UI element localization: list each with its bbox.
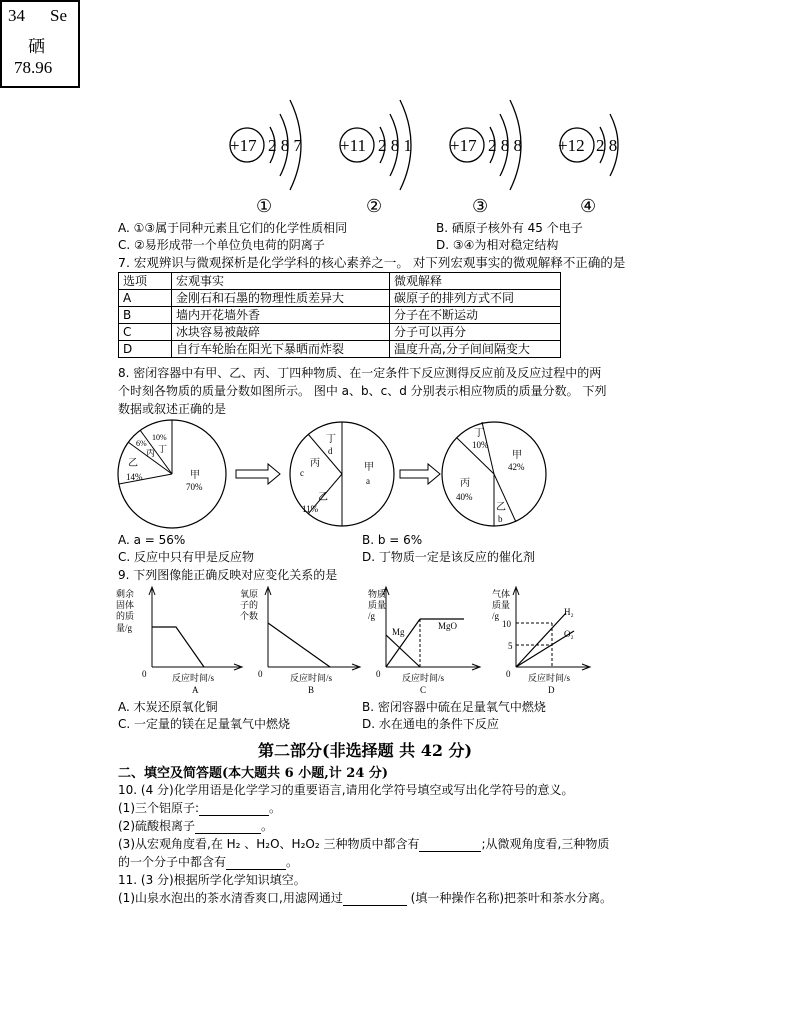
- element-symbol: Se: [50, 6, 67, 25]
- atom-1-nucleus: +17: [230, 136, 257, 155]
- table-row: [119, 324, 561, 341]
- q9-stem: 9. 下列图像能正确反映对应变化关系的是: [118, 568, 338, 582]
- q7-stem: 7. 宏观辨识与微观探析是化学学科的核心素养之一。 对下列宏观事实的微观解释不正确的是: [118, 255, 626, 270]
- graph-d-o2-label: O₂: [564, 629, 574, 639]
- graph-d-xlabel: 反应时间/s: [528, 673, 571, 683]
- q10-part1: [118, 800, 281, 816]
- q9-option-c: C. 一定量的镁在足量氧气中燃烧: [118, 717, 291, 731]
- graph-c-mg-label: Mg: [392, 627, 405, 637]
- atom-4-label: ④: [580, 196, 597, 216]
- atom-4-nucleus: +12: [558, 136, 585, 155]
- graph-c-mgo-label: MgO: [438, 621, 458, 631]
- table-row: [119, 307, 561, 324]
- pie2-jia-value: a: [366, 476, 370, 486]
- table-row: [119, 290, 561, 307]
- graph-c-xlabel: 反应时间/s: [402, 673, 445, 683]
- graph-a-origin: 0: [142, 669, 147, 679]
- table-cell: 冰块容易被敲碎: [172, 324, 390, 341]
- graph-d: [492, 587, 590, 695]
- graph-b-ylabel-2: 子的: [240, 600, 259, 610]
- graph-a-xlabel: 反应时间/s: [172, 673, 215, 683]
- pie1-ding-label: 丁: [158, 444, 168, 454]
- q8-option-a: A. a = 56%: [118, 533, 186, 547]
- atom-3-nucleus: +17: [450, 136, 477, 155]
- table-header: 选项: [119, 273, 172, 290]
- q10-part3-end: 。: [286, 855, 299, 869]
- graph-c-ylabel-1: 物质: [368, 589, 387, 599]
- part2-title: 第二部分(非选择题 共 42 分): [258, 741, 473, 760]
- table-row: [119, 341, 561, 358]
- table-header: 微观解释: [390, 273, 561, 290]
- q6-option-d: D. ③④为相对稳定结构: [436, 238, 559, 252]
- pie1-jia-label: 甲: [190, 470, 200, 481]
- pie1-yi-label: 乙: [128, 458, 138, 469]
- pie2-yi-label: 乙: [318, 492, 328, 503]
- pie3-yi-label: 乙: [496, 502, 506, 513]
- table-cell: B: [119, 307, 172, 324]
- q10-part1-end: 。: [269, 801, 282, 815]
- pie3-ding-value: 10%: [472, 440, 489, 450]
- table-header-row: [119, 273, 561, 290]
- q11-part1-text-a: (1)山泉水泡出的茶水清香爽口,用滤网通过: [118, 891, 343, 905]
- q10-part2: [118, 818, 273, 834]
- graph-d-origin: 0: [506, 669, 511, 679]
- graph-a-ylabel-4: 量/g: [116, 623, 133, 633]
- atom-1-shells: 2 8 7: [268, 136, 302, 155]
- pie2-yi-value: 11%: [302, 504, 319, 514]
- q10-stem: 10. (4 分)化学用语是化学学习的重要语言,请用化学符号填空或写出化学符号的意义。: [118, 783, 574, 797]
- atom-3-shells: 2 8 8: [488, 136, 522, 155]
- graph-d-ylabel-1: 气体: [492, 589, 511, 599]
- q10-part3-text-a: (3)从宏观角度看,在 H₂ 、H₂O、H₂O₂ 三种物质中都含有: [118, 837, 420, 851]
- q10-part1-text: (1)三个铝原子:: [118, 801, 200, 815]
- table-cell: 碳原子的排列方式不同: [390, 290, 561, 307]
- graph-a-ylabel-2: 固体: [116, 600, 135, 610]
- table-cell: C: [119, 324, 172, 341]
- graph-b-letter: B: [308, 685, 315, 695]
- q11-part1: [118, 890, 612, 906]
- table-header: 宏观事实: [172, 273, 390, 290]
- q9-graphs: [112, 585, 592, 697]
- q8-pie-diagrams: [112, 418, 552, 530]
- pie2-jia-label: 甲: [364, 462, 374, 473]
- graph-d-ylabel-2: 质量: [492, 600, 511, 610]
- table-cell: 金刚石和石墨的物理性质差异大: [172, 290, 390, 307]
- atom-2-shells: 2 8 1: [378, 136, 412, 155]
- graph-b: [240, 587, 360, 695]
- q8-option-d: D. 丁物质一定是该反应的催化剂: [362, 550, 535, 564]
- table-cell: 分子在不断运动: [390, 307, 561, 324]
- table-cell: 分子可以再分: [390, 324, 561, 341]
- graph-a: [116, 587, 242, 695]
- table-cell: D: [119, 341, 172, 358]
- graph-b-ylabel-1: 氧原: [240, 589, 259, 599]
- pie3-yi-value: b: [498, 514, 503, 524]
- atom-2-label: ②: [366, 196, 383, 216]
- graph-d-letter: D: [548, 685, 555, 695]
- pie2-bing-label: 丙: [310, 458, 320, 469]
- graph-d-tick-10: 10: [502, 619, 511, 629]
- table-cell: 温度升高,分子间间隔变大: [390, 341, 561, 358]
- pie2-bing-value: c: [300, 468, 304, 478]
- element-name: 硒: [28, 37, 45, 56]
- atomic-mass: 78.96: [14, 58, 53, 77]
- pie1-bing-label: 丙: [146, 448, 156, 458]
- pie3-bing-value: 40%: [456, 492, 473, 502]
- q8-option-b: B. b = 6%: [362, 533, 423, 547]
- atom-4-shells: 2 8: [596, 136, 618, 155]
- q8-option-c: C. 反应中只有甲是反应物: [118, 550, 255, 564]
- graph-b-ylabel-3: 个数: [240, 611, 259, 621]
- atom-structure-diagrams: [222, 92, 642, 222]
- q6-option-a: A. ①③属于同种元素且它们的化学性质相同: [118, 221, 348, 235]
- q9-option-a: A. 木炭还原氧化铜: [118, 700, 218, 714]
- arrow-1: [236, 464, 280, 484]
- q10-part3: [118, 836, 609, 852]
- graph-d-tick-5: 5: [508, 641, 513, 651]
- pie2-ding-label: 丁: [326, 434, 336, 445]
- selenium-element-box: [0, 0, 80, 88]
- table-cell: A: [119, 290, 172, 307]
- atom-1-label: ①: [256, 196, 273, 216]
- q10-part1-blank[interactable]: [199, 803, 269, 816]
- atom-3-label: ③: [472, 196, 489, 216]
- q9-option-d: D. 水在通电的条件下反应: [362, 717, 499, 731]
- pie3-jia-value: 42%: [508, 462, 525, 472]
- table-cell: 自行车轮胎在阳光下暴晒而炸裂: [172, 341, 390, 358]
- q10-part2-text: (2)硫酸根离子: [118, 819, 195, 833]
- q10-part3-cont: [118, 854, 298, 870]
- atomic-number: 34: [8, 6, 25, 25]
- graph-b-xlabel: 反应时间/s: [290, 673, 333, 683]
- q10-part3-blank-2[interactable]: [226, 857, 286, 870]
- arrow-2: [400, 464, 440, 484]
- q9-option-b: B. 密闭容器中硫在足量氧气中燃烧: [362, 700, 546, 714]
- pie3-ding-label: 丁: [474, 428, 484, 439]
- pie3-jia-label: 甲: [512, 450, 522, 461]
- q6-option-c: C. ②易形成带一个单位负电荷的阴离子: [118, 238, 325, 252]
- graph-d-h2-label: H₂: [564, 607, 574, 617]
- graph-c: [368, 587, 480, 695]
- graph-a-letter: A: [192, 685, 199, 695]
- q11-stem: 11. (3 分)根据所学化学知识填空。: [118, 873, 306, 887]
- section2-title: 二、填空及简答题(本大题共 6 小题,计 24 分): [118, 766, 389, 781]
- pie-chart-before: [118, 420, 226, 528]
- q10-part2-end: 。: [261, 819, 274, 833]
- pie1-jia-value: 70%: [186, 482, 203, 492]
- table-cell: 墙内开花墙外香: [172, 307, 390, 324]
- graph-a-ylabel-1: 剩余: [116, 589, 135, 599]
- graph-c-ylabel-3: /g: [368, 611, 376, 621]
- q10-part3-text-c: 的一个分子中都含有: [118, 855, 227, 869]
- graph-a-ylabel-3: 的质: [116, 611, 135, 621]
- pie3-bing-label: 丙: [460, 478, 470, 489]
- atom-2-nucleus: +11: [340, 136, 366, 155]
- pie1-ding-value: 10%: [152, 433, 167, 442]
- q8-stem-line1: 8. 密闭容器中有甲、乙、丙、丁四种物质、在一定条件下反应测得反应前及反应过程中的两: [118, 366, 602, 380]
- pie1-yi-value: 14%: [126, 472, 143, 482]
- q8-stem-line3: 数据或叙述正确的是: [118, 402, 227, 416]
- graph-c-letter: C: [420, 685, 427, 695]
- graph-c-origin: 0: [376, 669, 381, 679]
- pie-chart-after: [442, 422, 546, 526]
- q10-part3-blank-1[interactable]: [419, 839, 481, 852]
- pie1-bing-value: 6%: [136, 439, 147, 448]
- q11-part1-blank[interactable]: [343, 893, 407, 906]
- q10-part3-text-b: ;从微观角度看,三种物质: [481, 837, 610, 851]
- graph-b-origin: 0: [258, 669, 263, 679]
- pie2-ding-value: d: [328, 446, 333, 456]
- q10-part2-blank[interactable]: [195, 821, 261, 834]
- pie-chart-middle: [290, 422, 394, 526]
- graph-d-ylabel-3: /g: [492, 611, 500, 621]
- q8-stem-line2: 个时刻各物质的质量分数如图所示。 图中 a、b、c、d 分别表示相应物质的质量分数。 下列: [118, 384, 607, 398]
- q11-part1-text-b: (填一种操作名称)把茶叶和茶水分离。: [410, 891, 613, 905]
- graph-c-ylabel-2: 质量: [368, 600, 387, 610]
- q6-option-b: B. 硒原子核外有 45 个电子: [436, 221, 583, 235]
- q7-table: [118, 272, 561, 358]
